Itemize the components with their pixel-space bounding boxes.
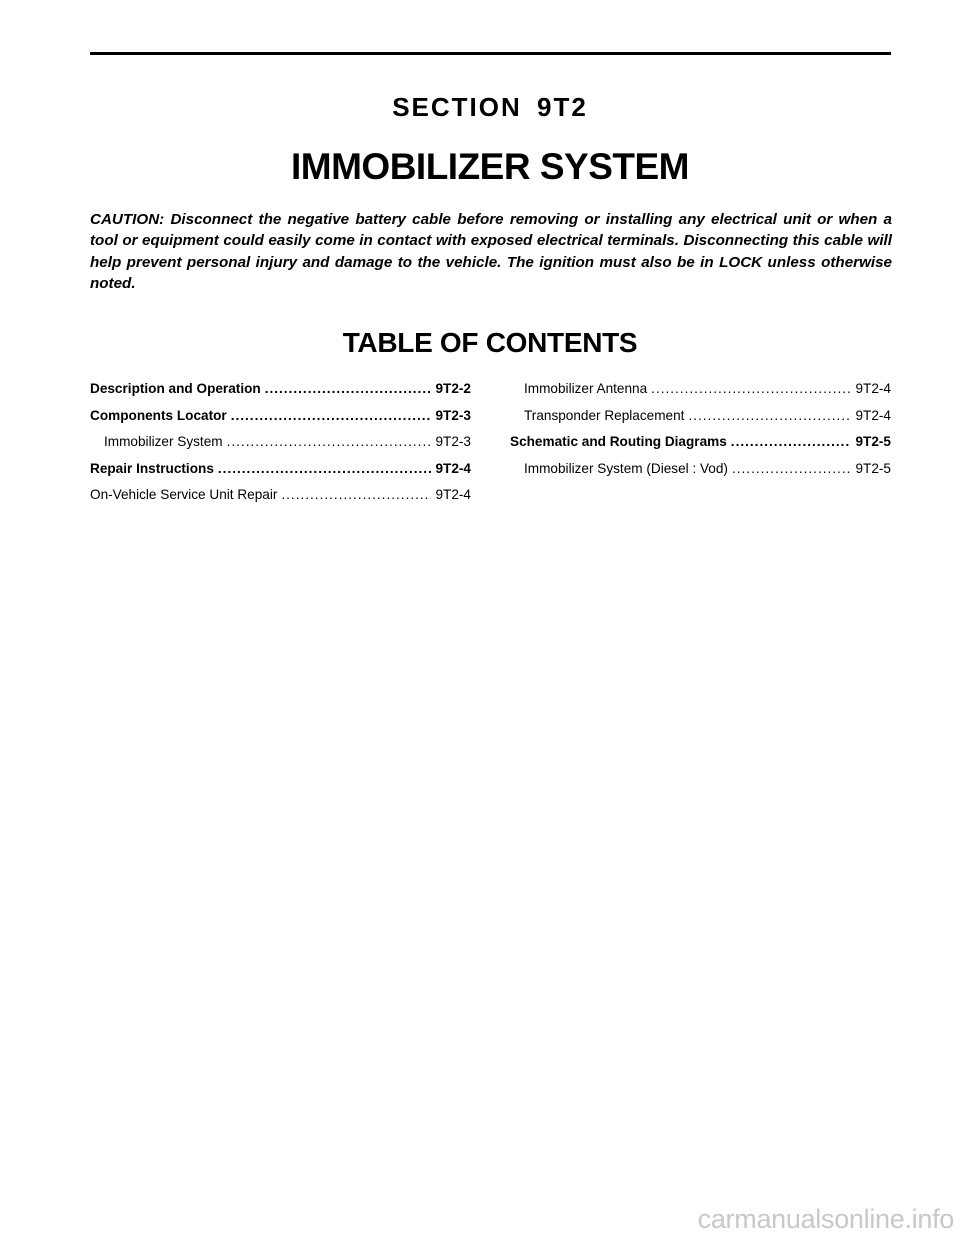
toc-leader-dots [281, 487, 431, 502]
toc-leader-dots [732, 461, 852, 476]
toc-entry-immobilizer-system-diesel-vod[interactable] [510, 461, 891, 488]
toc-entry-page: 9T2-4 [435, 460, 471, 476]
toc-entry-page: 9T2-3 [435, 434, 471, 450]
toc-leader-dots [265, 381, 432, 396]
toc-entry-page: 9T2-4 [855, 407, 891, 423]
toc-entry-label: Components Locator [90, 407, 227, 423]
toc-entry-page: 9T2-3 [435, 407, 471, 423]
toc-leader-dots [731, 434, 852, 449]
toc-entry-schematic-and-routing-diagrams[interactable] [510, 434, 891, 461]
toc-entry-label: Transponder Replacement [524, 407, 685, 423]
toc-entry-label: Immobilizer System [104, 434, 223, 450]
toc-entry-label: Schematic and Routing Diagrams [510, 434, 727, 450]
page-title: IMMOBILIZER SYSTEM [291, 146, 689, 187]
top-rule [90, 52, 891, 55]
toc-entry-page: 9T2-5 [855, 460, 891, 476]
toc-column-right [510, 381, 891, 487]
toc-entry-label: On-Vehicle Service Unit Repair [90, 487, 278, 503]
toc-entry-on-vehicle-service-unit-repair[interactable] [90, 487, 471, 514]
toc-entry-immobilizer-antenna[interactable] [510, 381, 891, 408]
toc-leader-dots [688, 408, 851, 423]
toc-entry-transponder-replacement[interactable] [510, 408, 891, 435]
caution-note: CAUTION: Disconnect the negative battery cable before removing or installing any electrical unit or when a tool or equipment could easily come in contact with exposed electrical terminals. Disconnecting this cable will help prevent personal injury and damage to the vehicle. The ignition must also be in LOCK unless otherwise noted. [90, 211, 892, 292]
toc-leader-dots [218, 461, 432, 476]
toc-entry-label: Immobilizer System (Diesel : Vod) [524, 460, 728, 476]
toc-entry-page: 9T2-4 [855, 381, 891, 396]
toc-leader-dots [231, 408, 432, 423]
toc-entry-description-and-operation[interactable] [90, 381, 471, 408]
toc-entry-page: 9T2-2 [435, 381, 471, 396]
toc-entry-repair-instructions[interactable] [90, 461, 471, 488]
toc-leader-dots [651, 381, 851, 396]
section-label: SECTION 9T2 [392, 92, 588, 122]
toc-entry-page: 9T2-5 [855, 434, 891, 450]
toc-entry-page: 9T2-4 [435, 487, 471, 503]
toc-entry-immobilizer-system[interactable] [90, 434, 471, 461]
toc-entry-components-locator[interactable] [90, 408, 471, 435]
toc-entry-label: Description and Operation [90, 381, 261, 396]
toc-entry-label: Repair Instructions [90, 460, 214, 476]
watermark: carmanualsonline.info [697, 1204, 954, 1234]
toc-entry-label: Immobilizer Antenna [524, 381, 648, 396]
toc-heading: TABLE OF CONTENTS [342, 327, 638, 358]
toc-column-left [90, 381, 471, 514]
toc-leader-dots [227, 434, 432, 449]
